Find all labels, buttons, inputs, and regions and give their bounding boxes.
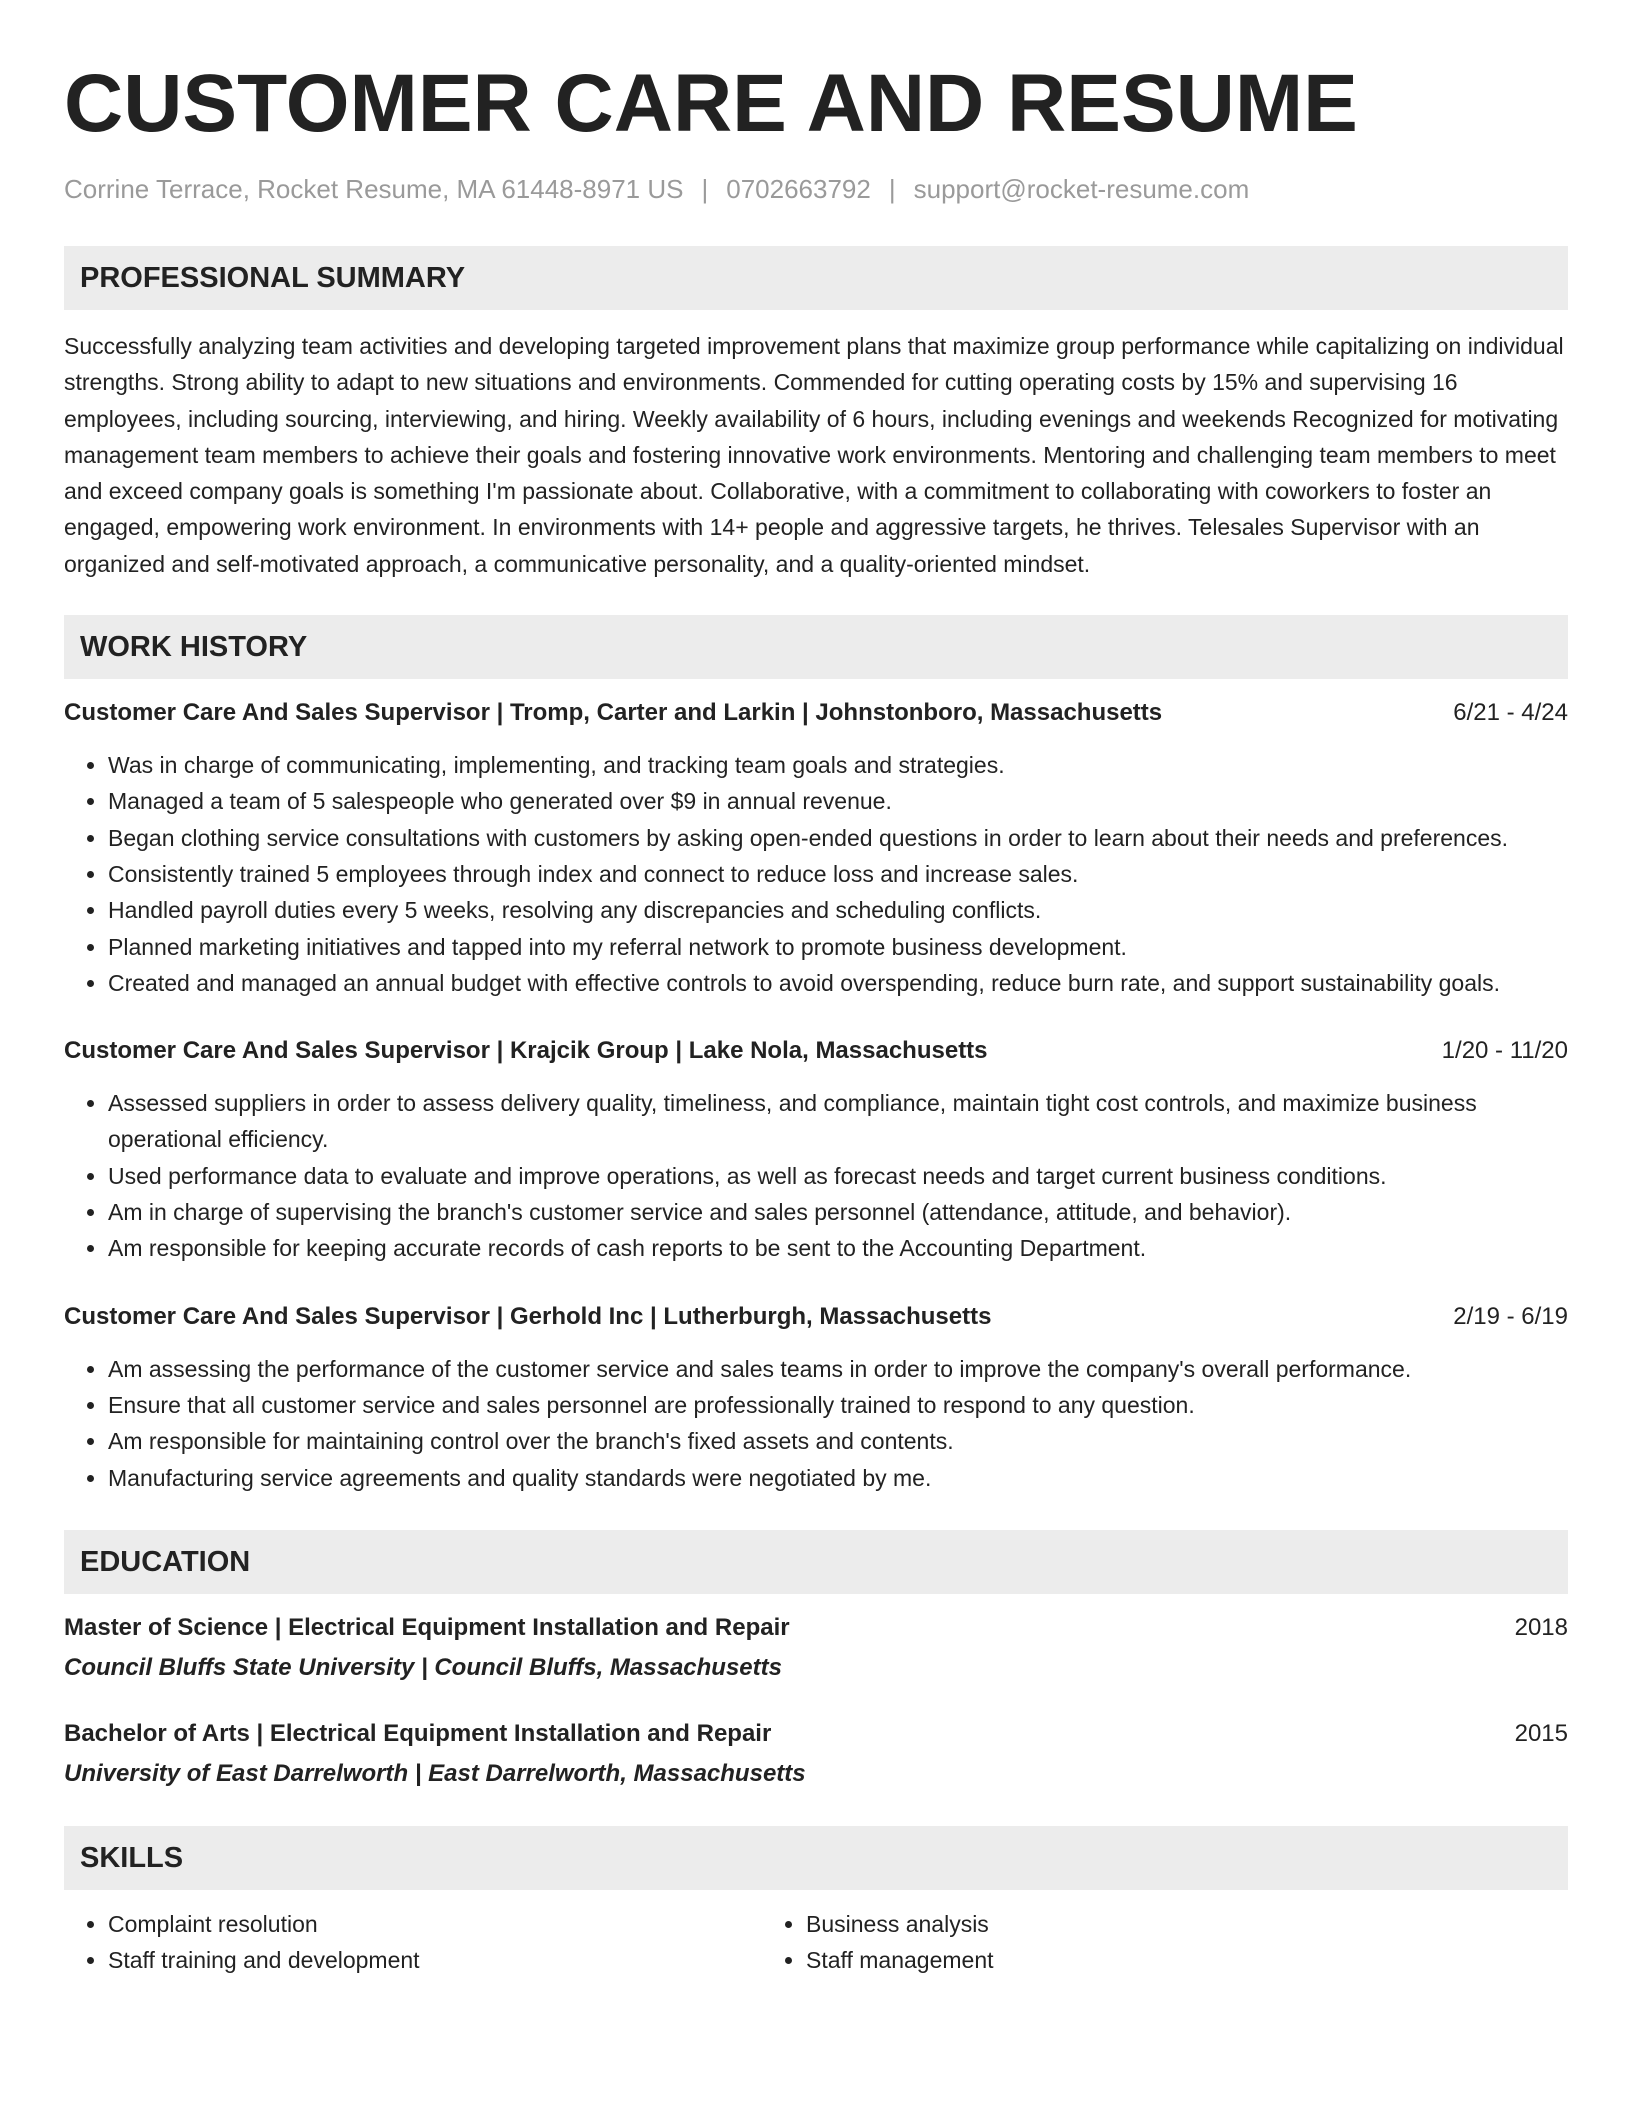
contact-email: support@rocket-resume.com — [913, 174, 1250, 204]
education-degree: Master of Science | Electrical Equipment Installation and Repair — [64, 1613, 790, 1641]
job-entry — [64, 1033, 1568, 1266]
education-header — [64, 1716, 1568, 1752]
skill-item: • Staff training and development — [108, 1942, 762, 1978]
job-bullet: • Consistently trained 5 employees through index and connect to reduce loss and increase sales. — [108, 856, 1568, 892]
job-bullet: • Am in charge of supervising the branch's customer service and sales personnel (attendance, attitude, and behavior). — [108, 1194, 1568, 1230]
job-bullet: • Assessed suppliers in order to assess delivery quality, timeliness, and compliance, maintain tight cost controls, and maximize business operational efficiency. — [108, 1085, 1568, 1158]
section-heading-work: WORK HISTORY — [64, 615, 1568, 679]
resume-name: CUSTOMER CARE AND RESUME — [64, 58, 1358, 149]
skills-column-right — [762, 1906, 1460, 1979]
section-heading-skills: SKILLS — [64, 1826, 1568, 1890]
job-title: Customer Care And Sales Supervisor | Krajcik Group | Lake Nola, Massachusetts — [64, 1037, 988, 1065]
job-bullets — [64, 747, 1568, 1001]
education-degree: Bachelor of Arts | Electrical Equipment Installation and Repair — [64, 1719, 772, 1747]
contact-separator: | — [888, 174, 896, 204]
job-header — [64, 1299, 1568, 1335]
education-year: 2018 — [1514, 1613, 1568, 1641]
skill-item: • Business analysis — [806, 1906, 1460, 1942]
job-bullet: • Am responsible for maintaining control over the branch's fixed assets and contents. — [108, 1423, 1568, 1459]
contact-separator: | — [701, 174, 709, 204]
job-bullet: • Created and managed an annual budget with effective controls to avoid overspending, reduce burn rate, and support sustainability goals. — [108, 965, 1568, 1001]
job-dates: 6/21 - 4/24 — [1453, 699, 1568, 727]
job-bullet: • Am responsible for keeping accurate records of cash reports to be sent to the Accounting Department. — [108, 1230, 1568, 1266]
job-bullet: • Planned marketing initiatives and tapped into my referral network to promote business development. — [108, 929, 1568, 965]
job-header — [64, 1033, 1568, 1069]
job-bullets — [64, 1085, 1568, 1266]
section-heading-education: EDUCATION — [64, 1530, 1568, 1594]
education-entry — [64, 1716, 1568, 1792]
job-entry — [64, 1299, 1568, 1496]
job-header — [64, 695, 1568, 731]
job-bullet: • Used performance data to evaluate and improve operations, as well as forecast needs and target current business conditions. — [108, 1158, 1568, 1194]
job-bullet: • Manufacturing service agreements and quality standards were negotiated by me. — [108, 1460, 1568, 1496]
job-bullet: • Am assessing the performance of the customer service and sales teams in order to improve the company's overall performance. — [108, 1351, 1568, 1387]
skill-item: • Complaint resolution — [108, 1906, 762, 1942]
contact-address: Corrine Terrace, Rocket Resume, MA 61448-8971 US — [64, 174, 684, 204]
resume-page — [64, 56, 1568, 1978]
job-bullets — [64, 1351, 1568, 1496]
job-dates: 2/19 - 6/19 — [1453, 1302, 1568, 1330]
skills-list — [64, 1906, 1568, 1979]
education-school: University of East Darrelworth | East Darrelworth, Massachusetts — [64, 1759, 806, 1787]
contact-phone: 0702663792 — [726, 174, 871, 204]
job-bullet: • Handled payroll duties every 5 weeks, resolving any discrepancies and scheduling conflicts. — [108, 892, 1568, 928]
job-bullet: • Began clothing service consultations with customers by asking open-ended questions in order to learn about their needs and preferences. — [108, 820, 1568, 856]
summary-text: Successfully analyzing team activities and developing targeted improvement plans that maximize group performance while capitalizing on individual strengths. Strong ability to adapt to new situations and environments. Commended for cutting operating costs by 15% and supervising 16 employees, including sourcing, interviewing, and hiring. Weekly availability of 6 hours, including evenings and weekends Recognized for motivating management team members to achieve their goals and fostering innovative work environments. Mentoring and challenging team members to meet and exceed company goals is something I'm passionate about. Collaborative, with a commitment to collaborating with coworkers to foster an engaged, empowering work environment. In environments with 14+ people and aggressive targets, he thrives. Telesales Supervisor with an organized and self-motivated approach, a communicative personality, and a quality-oriented mindset. — [64, 333, 1564, 577]
job-bullet: • Was in charge of communicating, implementing, and tracking team goals and strategies. — [108, 747, 1568, 783]
job-dates: 1/20 - 11/20 — [1441, 1037, 1568, 1065]
job-bullet: • Ensure that all customer service and sales personnel are professionally trained to respond to any question. — [108, 1387, 1568, 1423]
skill-item: • Staff management — [806, 1942, 1460, 1978]
education-entry — [64, 1610, 1568, 1686]
job-bullet: • Managed a team of 5 salespeople who generated over $9 in annual revenue. — [108, 783, 1568, 819]
education-header — [64, 1610, 1568, 1646]
contact-line — [64, 172, 1568, 206]
skills-column-left — [64, 1906, 762, 1979]
education-year: 2015 — [1514, 1719, 1568, 1747]
job-entry — [64, 695, 1568, 1001]
job-title: Customer Care And Sales Supervisor | Tromp, Carter and Larkin | Johnstonboro, Massachusetts — [64, 699, 1163, 727]
section-heading-summary: PROFESSIONAL SUMMARY — [64, 246, 1568, 310]
education-school: Council Bluffs State University | Council Bluffs, Massachusetts — [64, 1653, 782, 1681]
job-title: Customer Care And Sales Supervisor | Gerhold Inc | Lutherburgh, Massachusetts — [64, 1302, 992, 1330]
